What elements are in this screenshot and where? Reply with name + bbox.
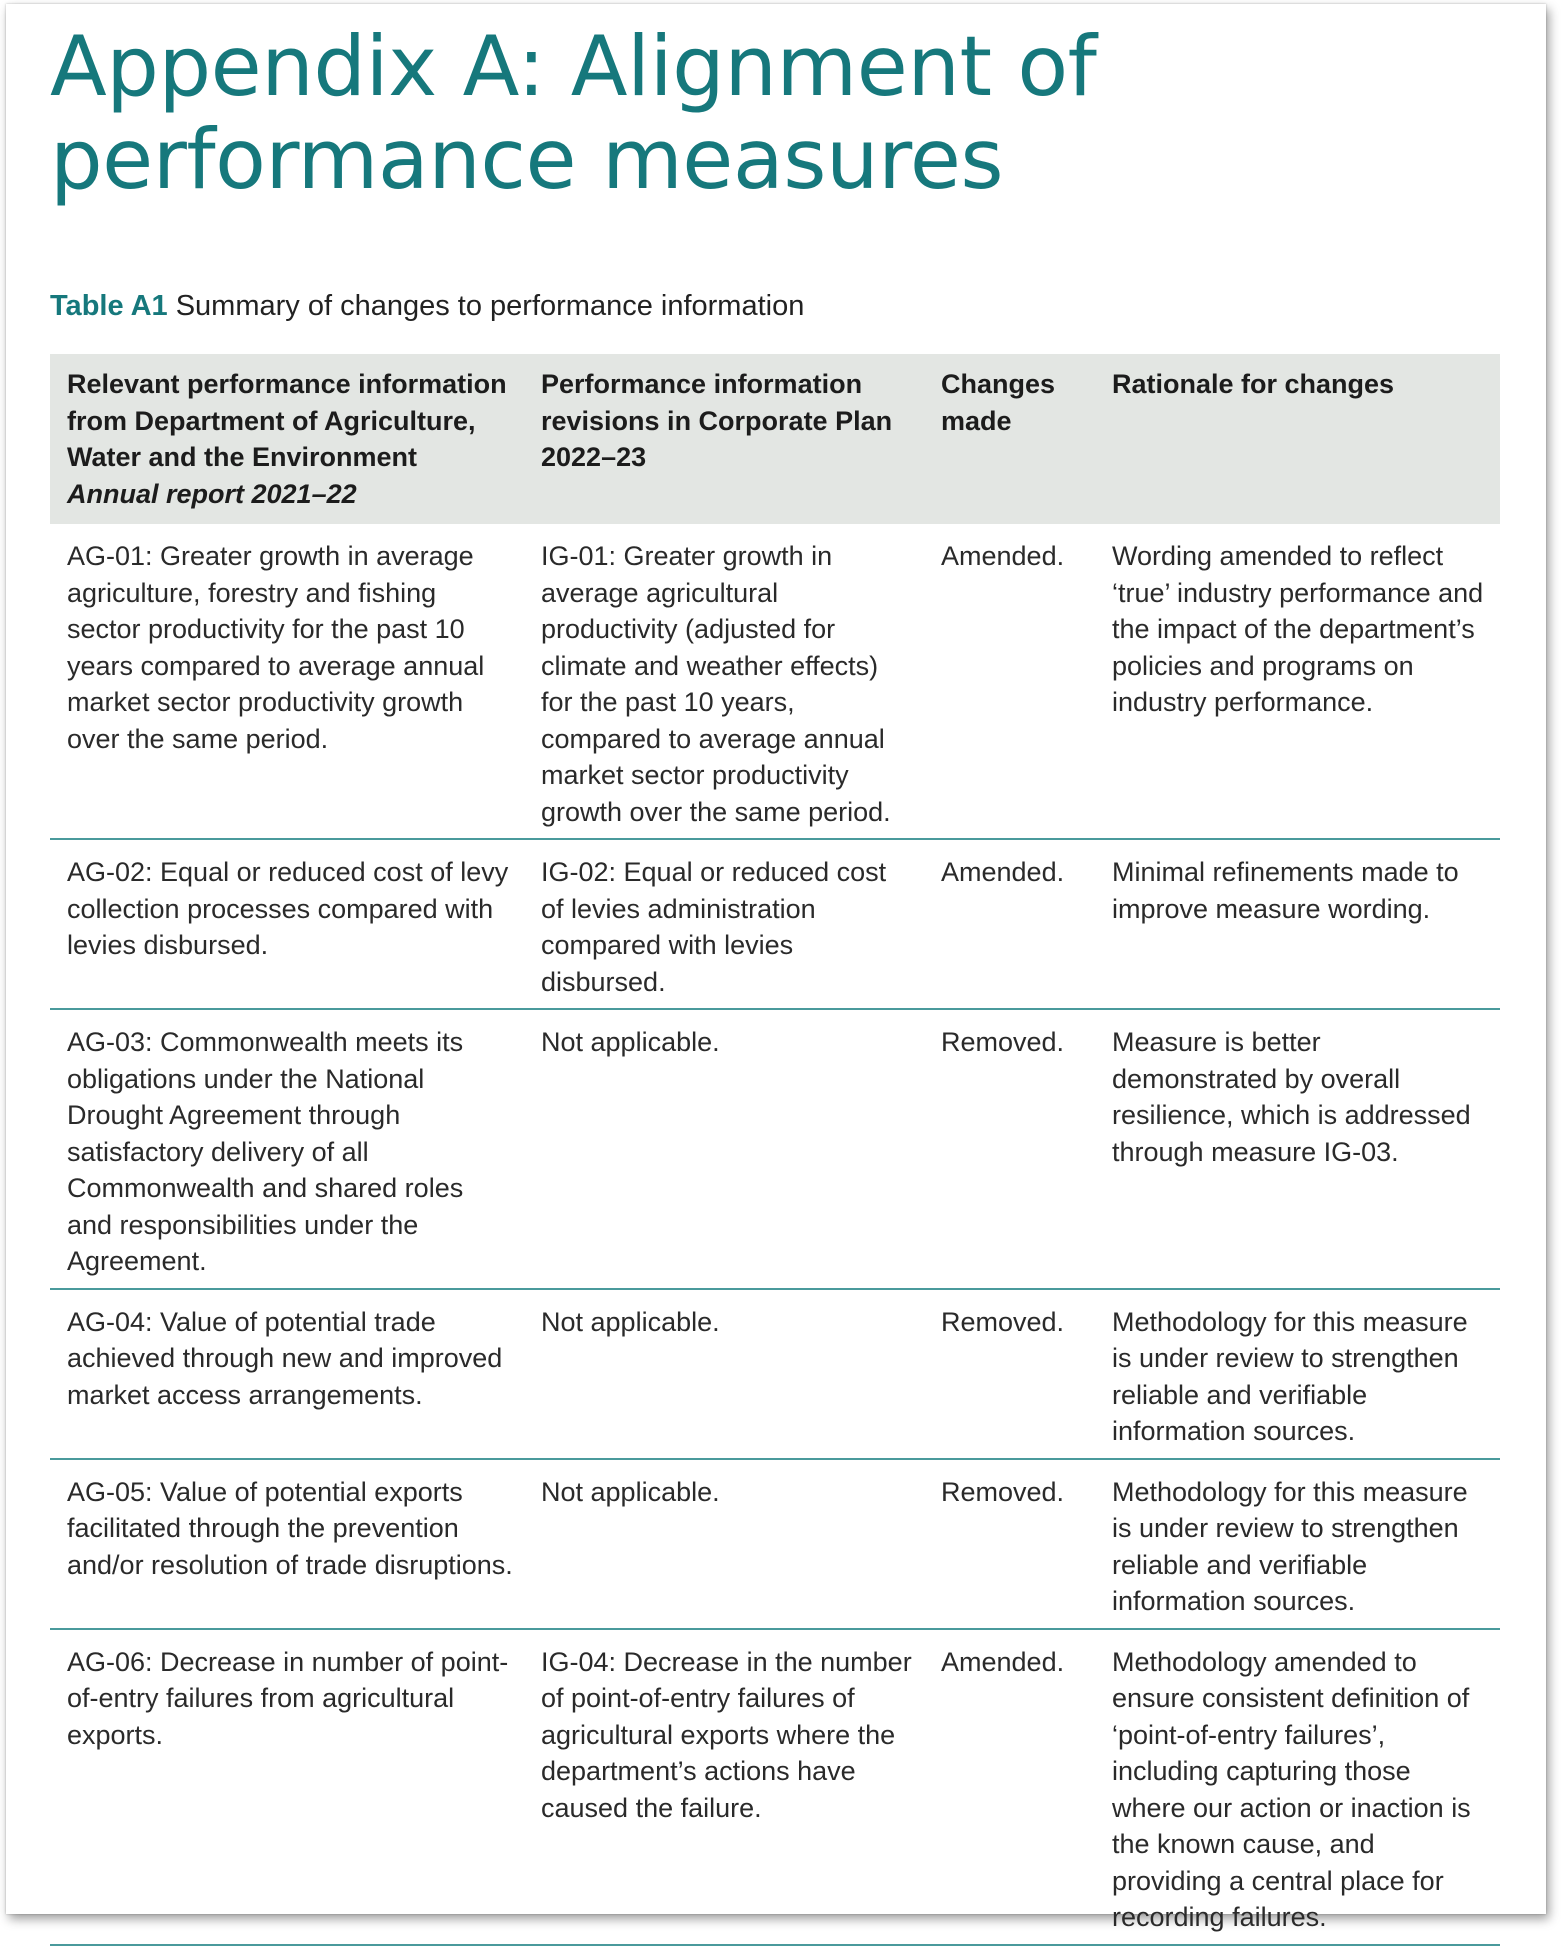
table-row <box>50 839 1500 1009</box>
cell-relevant: AG-03: Commonwealth meets its obligations under the National Drought Agreement through satisfactory delivery of all Commonwealth and shared roles and responsibilities under the Agreement. <box>67 1027 464 1276</box>
cell-relevant: AG-01: Greater growth in average agriculture, forestry and fishing sector productivity for the past 10 years compared to average annual market sector productivity growth over the same period. <box>67 541 485 754</box>
cell-rationale: Methodology for this measure is under review to strengthen reliable and verifiable information sources. <box>1112 1306 1468 1446</box>
table-caption-text: Summary of changes to performance information <box>167 290 805 322</box>
table-row <box>50 1629 1500 1945</box>
cell-change: Removed. <box>941 1306 1065 1337</box>
cell-rationale: Measure is better demonstrated by overall resilience, which is addressed through measure IG-03. <box>1112 1027 1471 1167</box>
title-line-2: performance measures <box>50 111 1004 208</box>
header-relevant-info <box>50 354 524 524</box>
cell-change: Amended. <box>941 857 1065 887</box>
document-page <box>6 4 1546 1932</box>
table-header <box>50 354 1500 524</box>
cell-relevant: AG-06: Decrease in number of point-of-entry failures from agricultural exports. <box>67 1646 509 1750</box>
table-row <box>50 524 1500 839</box>
table-row <box>50 1289 1500 1459</box>
cell-revision: Not applicable. <box>541 1027 720 1057</box>
cell-change: Amended. <box>941 1646 1065 1677</box>
table-caption-label: Table A1 <box>50 290 168 322</box>
cell-revision: IG-02: Equal or reduced cost of levies administration compared with levies disbursed. <box>541 857 887 997</box>
table-header-row <box>50 354 1500 524</box>
cell-rationale: Minimal refinements made to improve measure wording. <box>1112 857 1459 924</box>
cell-relevant: AG-05: Value of potential exports facilitated through the prevention and/or resolution of trade disruptions. <box>67 1476 513 1580</box>
page-title <box>50 20 1502 206</box>
header-revisions: Performance information revisions in Corporate Plan 2022–23 <box>541 369 893 472</box>
title-line-1: Appendix A: Alignment of <box>50 18 1097 115</box>
header-rationale: Rationale for changes <box>1112 369 1395 399</box>
header-changes-made: Changes made <box>941 369 1056 436</box>
cell-revision: Not applicable. <box>541 1476 720 1507</box>
cell-change: Removed. <box>941 1476 1065 1507</box>
table-row <box>50 1459 1500 1629</box>
header-relevant-info-main: Relevant performance information from Department of Agriculture, Water and the Environment <box>67 369 507 472</box>
table-row <box>50 1009 1500 1289</box>
cell-change: Removed. <box>941 1027 1065 1057</box>
cell-revision: IG-04: Decrease in the number of point-of-entry failures of agricultural exports where the department’s actions have caused the failure. <box>541 1646 912 1823</box>
page-content <box>50 20 1502 1946</box>
cell-revision: Not applicable. <box>541 1306 720 1337</box>
performance-changes-table <box>50 354 1500 1946</box>
cell-relevant: AG-02: Equal or reduced cost of levy collection processes compared with levies disbursed. <box>67 857 509 960</box>
cell-revision: IG-01: Greater growth in average agricultural productivity (adjusted for climate and weather effects) for the past 10 years, compared to average annual market sector productivity growth over the same period. <box>541 541 891 827</box>
cell-rationale: Methodology for this measure is under review to strengthen reliable and verifiable information sources. <box>1112 1476 1468 1616</box>
cell-rationale: Methodology amended to ensure consistent definition of ‘point-of-entry failures’, including capturing those where our action or inaction is the known cause, and providing a central place for recording failures. <box>1112 1646 1471 1932</box>
cell-change: Amended. <box>941 541 1065 571</box>
header-relevant-info-italic: Annual report 2021–22 <box>67 478 357 509</box>
table-body <box>50 524 1500 1945</box>
table-caption <box>50 288 1502 324</box>
cell-relevant: AG-04: Value of potential trade achieved through new and improved market access arrangements. <box>67 1306 503 1410</box>
cell-rationale: Wording amended to reflect ‘true’ industry performance and the impact of the department’s policies and programs on industry performance. <box>1112 541 1484 717</box>
